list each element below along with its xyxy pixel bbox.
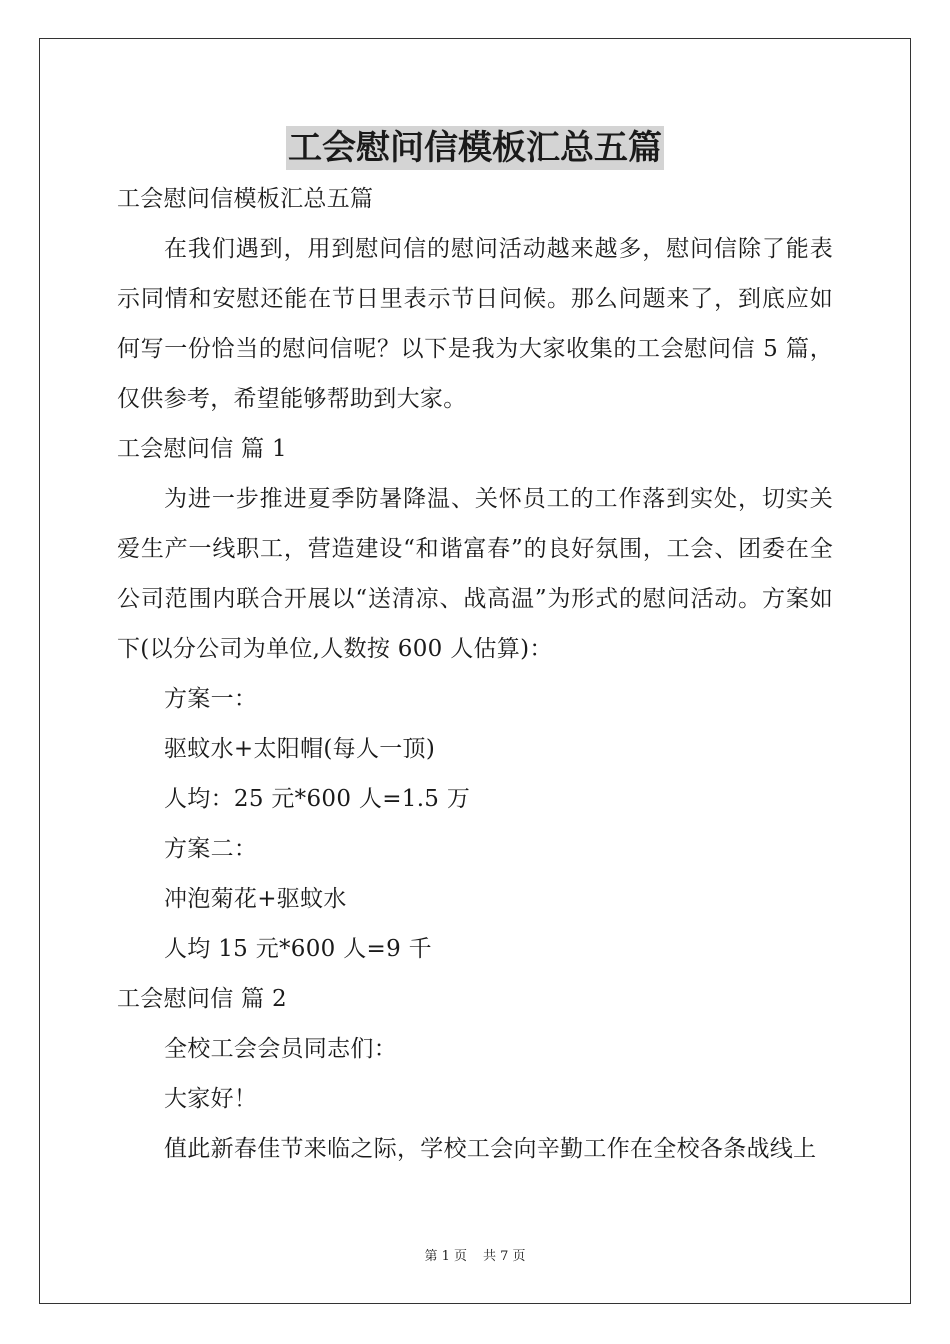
section-1-paragraph: 为进一步推进夏季防暑降温、关怀员工的工作落到实处，切实关爱生产一线职工，营造建设“和谐富春”的良好氛围，工会、团委在全公司范围内联合开展以“送清凉、战高温”为形式的慰问活动。方案如下(以分公司为单位,人数按 600 人估算)： [117, 486, 833, 662]
section-heading-1: 工会慰问信 篇 1 [117, 436, 287, 462]
document-body [117, 174, 833, 1174]
page-total: 共 7 页 [483, 1249, 526, 1264]
title-area [0, 126, 950, 170]
greeting: 大家好！ [164, 1086, 258, 1112]
section-2-paragraph: 值此新春佳节来临之际，学校工会向辛勤工作在全校各条战线上 [164, 1136, 817, 1162]
plan-two-cost: 人均 15 元*600 人=9 千 [164, 936, 432, 962]
intro-paragraph: 在我们遇到，用到慰问信的慰问活动越来越多，慰问信除了能表示同情和安慰还能在节日里表示节日问候。那么问题来了，到底应如何写一份恰当的慰问信呢？以下是我为大家收集的工会慰问信 5 篇，仅供参考，希望能够帮助到大家。 [117, 236, 833, 412]
page-number: 第 1 页 [424, 1249, 467, 1264]
plan-two-items: 冲泡菊花+驱蚊水 [164, 886, 347, 912]
plan-one-heading: 方案一： [164, 686, 258, 712]
page-footer [0, 1248, 950, 1266]
plan-one-items: 驱蚊水+太阳帽(每人一顶) [164, 736, 436, 762]
salutation: 全校工会会员同志们： [164, 1036, 397, 1062]
plan-two-heading: 方案二： [164, 836, 258, 862]
plan-one-cost: 人均：25 元*600 人=1.5 万 [164, 786, 471, 812]
subtitle-line: 工会慰问信模板汇总五篇 [117, 186, 374, 212]
section-heading-2: 工会慰问信 篇 2 [117, 986, 287, 1012]
document-title: 工会慰问信模板汇总五篇 [288, 128, 662, 168]
